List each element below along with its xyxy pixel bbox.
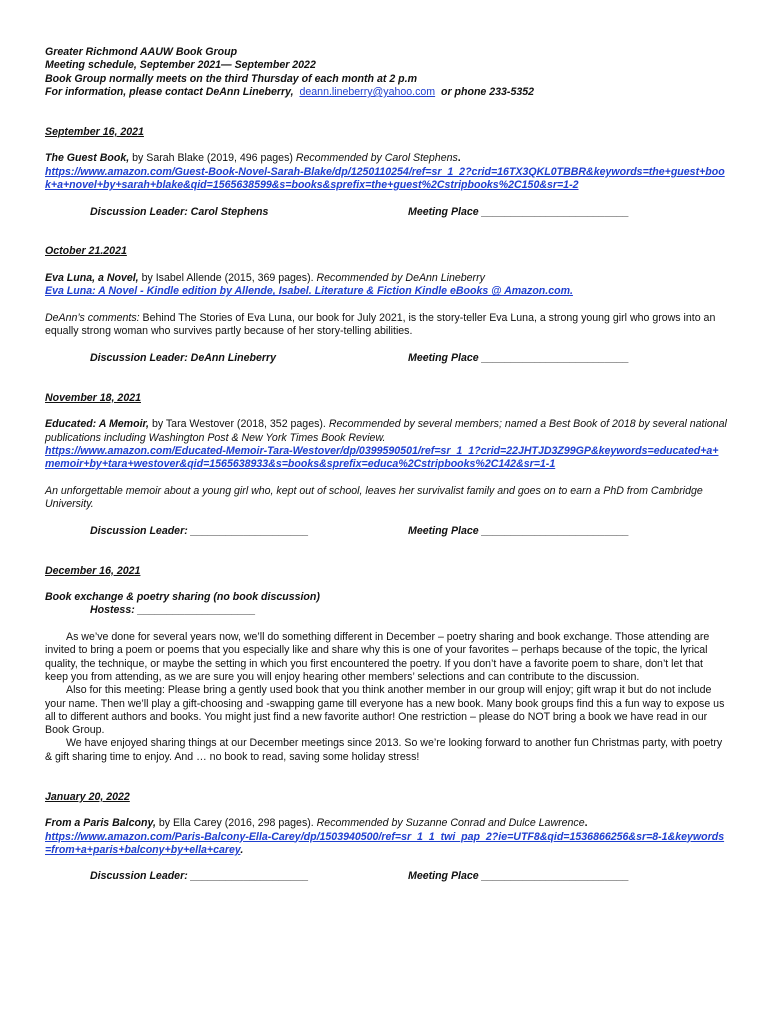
meeting-september (45, 126, 727, 219)
contact-email-link[interactable]: deann.lineberry@yahoo.com (299, 85, 436, 98)
book-recommended: Recommended by Carol Stephens (295, 152, 458, 165)
meeting-date: January 20, 2022 (45, 790, 130, 803)
amazon-link[interactable]: https://www.amazon.com/Educated-Memoir-Tara-Westover/dp/0399590501/ref=sr_1_1?crid=22JHTJD3Z99GP&keywords=educated+a+memoir+by+tara+westover&qid=1565638933&s=books&sprefix=educa%2Cstripbooks%2C142&sr=1-1 (45, 444, 719, 471)
discussion-leader: Discussion Leader: DeAnn Lineberry (90, 351, 277, 364)
book-entry: The Guest Book, by Sarah Blake (2019, 496 pages) Recommended by Carol Stephens. (45, 152, 461, 165)
discussion-leader: Discussion Leader: ____________________ (90, 870, 309, 883)
amazon-link[interactable]: https://www.amazon.com/Guest-Book-Novel-Sarah-Blake/dp/1250110254/ref=sr_1_2?crid=16TX3QKL0TBBR&keywords=the+guest+book+a+novel+by+sarah+blake&qid=1565638599&s=books&sprefix=the+guest%2Cstripbooks%2C150&sr=1-2 (45, 165, 725, 191)
event-title: Book exchange & poetry sharing (no book discussion) (45, 591, 320, 604)
group-title: Greater Richmond AAUW Book Group (45, 46, 238, 58)
meeting-november (45, 392, 727, 538)
meeting-frequency: Book Group normally meets on the third Thursday of each month at 2 p.m (45, 72, 418, 85)
discussion-leader: Discussion Leader: ____________________ (90, 524, 309, 537)
contact-line (45, 86, 727, 99)
meeting-january: January 20, 2022 From a Paris Balcony, by Ella Carey (2016, 298 pages). Recommended by Suzanne Conrad and Dulce Lawrence. https://www.amazon.com/Paris-Balcony-Ella-Carey/dp/1503940500/ref=sr_1_1_twi_pap_2?ie=UTF8&qid=1536866256&sr=8-1&keywords=from+a+paris+balcony+by+ella+carey. Discussion Leader: ____________________ Meeting Place _________________________ (45, 791, 727, 884)
discussion-leader: Discussion Leader: Carol Stephens (90, 205, 269, 218)
paragraph: Also for this meeting: Please bring a gently used book that you think another member in our group will enjoy; gift wrap it but do not include your name. Then we’ll play a gift-choosing and -swapping game till everyone has a new book. Many book groups find this a fun way to expose us all to different authors and books. You might just find a new favorite author! One restriction – please do NOT bring a book we have read in our Book Group. (45, 684, 725, 737)
book-recommended: Recommended by DeAnn Lineberry (316, 272, 485, 285)
comments-label: DeAnn’s comments: (45, 311, 140, 324)
meeting-december (45, 565, 727, 764)
hostess: Hostess: ____________________ (90, 604, 256, 617)
meeting-october (45, 245, 727, 365)
book-entry: From a Paris Balcony, by Ella Carey (2016, 298 pages). Recommended by Suzanne Conrad and Dulce Lawrence. (45, 817, 588, 830)
book-author-info: by Ella Carey (2016, 298 pages). (155, 817, 317, 830)
book-author-info: by Tara Westover (2018, 352 pages). (149, 418, 329, 431)
meeting-place: Meeting Place _________________________ (408, 870, 629, 883)
amazon-link[interactable]: Eva Luna: A Novel - Kindle edition by Allende, Isabel. Literature & Fiction Kindle eBooks @ Amazon.com. (45, 285, 573, 298)
meeting-date: September 16, 2021 (45, 125, 144, 138)
meeting-place: Meeting Place _________________________ (408, 351, 629, 364)
paragraph: As we’ve done for several years now, we’ll do something different in December – poetry sharing and book exchange. Those attending are invited to bring a poem or poems that you especially like and share why this is one of your favorites – perhaps because of the topic, the lyrical quality, the technique, or maybe the setting in which you first encountered the poetry. If you don’t have a favorite poem to share, don’t let that keep you from attending, as we are sure you will enjoy hearing other members’ selections and can contribute to the discussion. (45, 631, 710, 683)
meeting-date: December 16, 2021 (45, 564, 141, 577)
book-title: From a Paris Balcony, (45, 817, 156, 830)
contact-phone: or phone 233-5352 (441, 85, 535, 98)
book-description: An unforgettable memoir about a young girl who, kept out of school, leaves her survivalist family and goes on to earn a PhD from Cambridge University. (45, 484, 703, 511)
book-entry (45, 272, 727, 285)
document-page (45, 46, 727, 884)
book-author-info: by Sarah Blake (2019, 496 pages) (129, 152, 296, 165)
book-title: Eva Luna, a Novel, (45, 272, 139, 285)
meeting-date: November 18, 2021 (45, 391, 141, 404)
book-author-info: by Isabel Allende (2015, 369 pages). (138, 272, 317, 285)
comments (45, 312, 727, 339)
comments-text: Behind The Stories of Eva Luna, our book for July 2021, is the story-teller Eva Luna, a strong young girl who grows into an equally strong woman who survives partly because of her story-telling abilities. (45, 311, 716, 338)
schedule-range: Meeting schedule, September 2021— September 2022 (45, 59, 316, 72)
book-entry (45, 418, 727, 445)
document-header (45, 46, 727, 99)
paragraph: We have enjoyed sharing things at our December meetings since 2013. So we’re looking forward to another fun Christmas party, with poetry & gift sharing time to enjoy. And … no book to read, saving some holiday stress! (45, 737, 723, 763)
meeting-place: Meeting Place _________________________ (408, 205, 629, 218)
book-title: The Guest Book, (45, 152, 130, 165)
book-recommended: Recommended by Suzanne Conrad and Dulce Lawrence (316, 817, 585, 830)
contact-prefix: For information, please contact DeAnn Lineberry, (45, 85, 294, 98)
meeting-date: October 21.2021 (45, 245, 127, 258)
book-title: Educated: A Memoir, (45, 418, 149, 431)
meeting-place: Meeting Place _________________________ (408, 524, 629, 537)
book-recommended: Recommended by several members; named a Best Book of 2018 by several national publications including Washington Post & New York Times Book Review. (45, 418, 727, 444)
amazon-link[interactable]: https://www.amazon.com/Paris-Balcony-Ella-Carey/dp/1503940500/ref=sr_1_1_twi_pap_2?ie=UTF8&qid=1536866256&sr=8-1&keywords=from+a+paris+balcony+by+ella+carey (45, 830, 725, 856)
